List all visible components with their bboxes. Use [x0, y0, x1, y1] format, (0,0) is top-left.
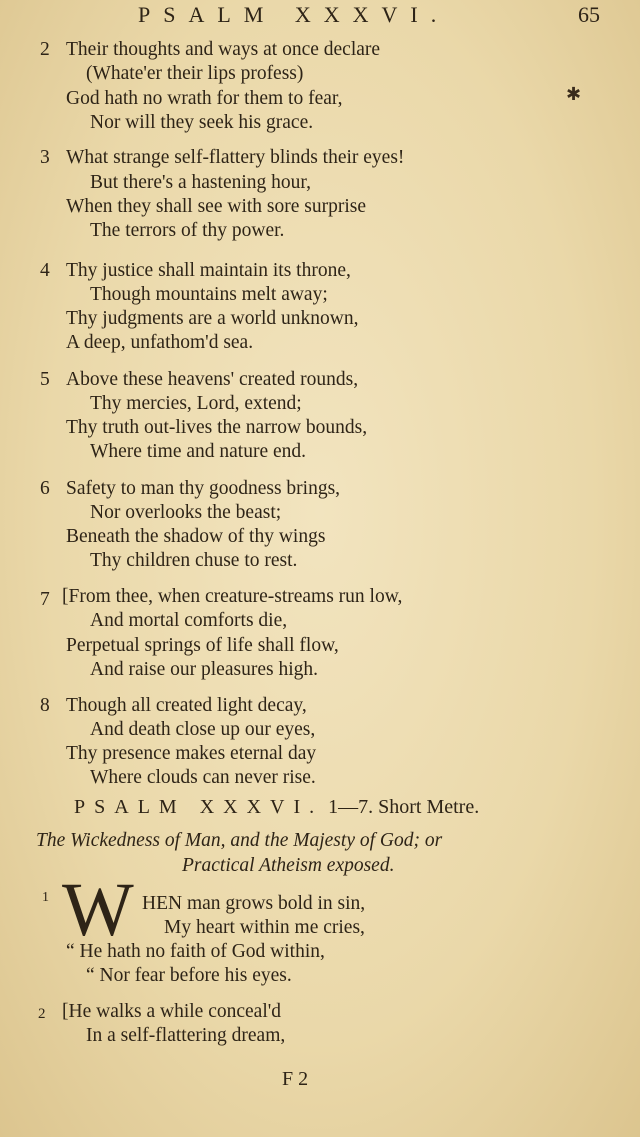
stanza-number: 7	[40, 589, 50, 610]
stanza-number: 1	[42, 890, 49, 905]
verse-line: Above these heavens' created rounds,	[66, 369, 359, 390]
verse-line: God hath no wrath for them to fear,	[66, 88, 343, 109]
verse-line: Where clouds can never rise.	[90, 767, 316, 788]
page-number: 65	[578, 2, 600, 27]
section-psalm: PSALM XXXVI.	[74, 796, 324, 818]
verse-line: Where time and nature end.	[90, 441, 307, 462]
verse-line: Nor will they seek his grace.	[90, 112, 314, 133]
verse-line: But there's a hastening hour,	[90, 172, 311, 193]
signature-mark: F 2	[282, 1068, 309, 1090]
stanza-number: 3	[40, 147, 50, 168]
verse-line: (Whate'er their lips profess)	[86, 63, 304, 84]
section-metre: Short Metre.	[378, 796, 480, 818]
verse-line: Thy judgments are a world unknown,	[66, 308, 359, 329]
section-subtitle: Practical Atheism exposed.	[182, 855, 395, 876]
verse-line: Nor overlooks the beast;	[90, 502, 282, 523]
verse-line: In a self-flattering dream,	[86, 1025, 286, 1046]
verse-line: [From thee, when creature-streams run low,	[62, 586, 403, 607]
verse-line: Perpetual springs of life shall flow,	[66, 635, 339, 656]
verse-line: When they shall see with sore surprise	[66, 196, 367, 217]
verse-line: Thy truth out-lives the narrow bounds,	[66, 417, 368, 438]
verse-line: Their thoughts and ways at once declare	[66, 39, 381, 60]
stanza-number: 2	[38, 1006, 46, 1022]
verse-line: My heart within me cries,	[164, 917, 365, 938]
running-title: PSALM XXXVI.	[138, 2, 450, 27]
verse-line: Though mountains melt away;	[90, 284, 328, 305]
verse-line: What strange self-flattery blinds their eyes!	[66, 147, 405, 168]
verse-line: A deep, unfathom'd sea.	[66, 332, 254, 353]
verse-line: “ Nor fear before his eyes.	[86, 965, 292, 986]
stanza-number: 2	[40, 39, 50, 60]
ink-mark: ✱	[566, 84, 582, 104]
section-subtitle: The Wickedness of Man, and the Majesty of God; or	[36, 830, 443, 851]
stanza-number: 4	[40, 260, 50, 281]
stanza-number: 6	[40, 478, 50, 499]
verse-line: Safety to man thy goodness brings,	[66, 478, 341, 499]
verse-line: Thy presence makes eternal day	[66, 743, 317, 764]
stanza-number: 5	[40, 369, 50, 390]
verse-line: HEN man grows bold in sin,	[142, 893, 366, 914]
verse-line: And raise our pleasures high.	[90, 659, 318, 680]
verse-line: Thy children chuse to rest.	[90, 550, 298, 571]
verse-line: And mortal comforts die,	[90, 610, 288, 631]
section-heading	[74, 796, 479, 819]
verse-line: Beneath the shadow of thy wings	[66, 526, 326, 547]
section-verses: 1—7.	[328, 796, 374, 818]
verse-line: Thy mercies, Lord, extend;	[90, 393, 302, 414]
verse-line: Though all created light decay,	[66, 695, 307, 716]
verse-line: Thy justice shall maintain its throne,	[66, 260, 351, 281]
stanza-number: 8	[40, 695, 50, 716]
verse-line: [He walks a while conceal'd	[62, 1001, 282, 1022]
verse-line: And death close up our eyes,	[90, 719, 316, 740]
verse-line: “ He hath no faith of God within,	[66, 941, 325, 962]
verse-line: The terrors of thy power.	[90, 220, 285, 241]
drop-cap: W	[62, 868, 134, 952]
